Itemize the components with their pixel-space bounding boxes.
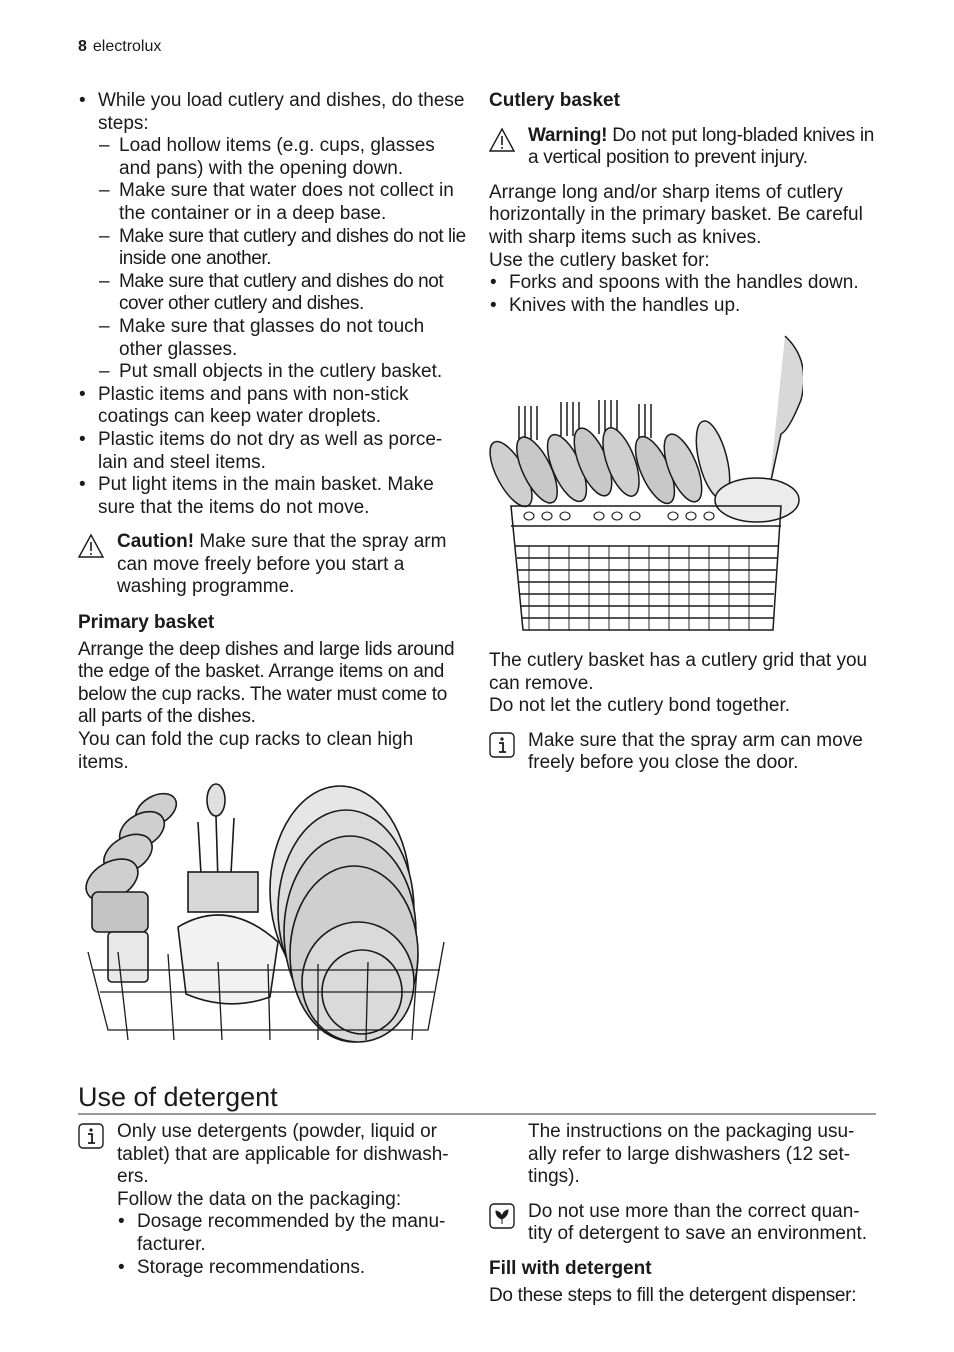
list-item: • Dosage recommended by the manu-facturer. [117,1211,468,1256]
info-note-text: Make sure that the spray arm can move freely before you close the door. [528,729,863,774]
list-item: • Forks and spoons with the handles down. [489,272,881,295]
primary-basket-title: Primary basket [78,612,215,634]
loading-list [78,90,468,519]
list-item: – Put small objects in the cutlery basket. [98,361,468,384]
section-title: Use of detergent [78,1082,278,1112]
page-header [78,37,161,57]
cutlery-warning-note [489,125,881,170]
cup-rack [79,787,182,982]
environment-note-text: Do not use more than the correct quan-tity of detergent to save an environment. [528,1200,868,1245]
list-item: • Storage recommendations. [117,1257,468,1280]
list-item: • Knives with the handles up. [489,295,881,318]
list-item: • Plastic items do not dry as well as porce-lain and steel items. [78,429,468,474]
basket-body [511,506,781,630]
primary-basket-para1: Arrange the deep dishes and large lids around the edge of the basket. Arrange items on and below the cup racks. The water must come to all parts of the dishes. [78,638,455,728]
fill-detergent-text: Do these steps to fill the detergent dispenser: [489,1284,857,1306]
cutlery-basket-title: Cutlery basket [489,90,620,111]
list-item: – Make sure that glasses do not touch other glasses. [98,316,468,361]
section-divider [78,1113,876,1115]
cutlery-group [188,784,258,912]
cutlery-after2: Do not let the cutlery bond together. [489,695,791,717]
list-item: – Make sure that cutlery and dishes do not cover other cutlery and dishes. [98,271,468,316]
environment-note [489,1201,881,1246]
caution-note [78,531,468,599]
detergent-left-column [78,1121,468,1279]
primary-basket-para2: You can fold the cup racks to clean high items. [78,729,414,773]
detergent-items-list [117,1211,468,1279]
list-item: – Make sure that cutlery and dishes do not lie inside one another. [98,226,468,271]
page-number: 8 [78,38,87,55]
caution-label: Caution! [117,531,195,553]
info-icon [489,732,515,758]
detergent-continued: The instructions on the packaging usu-ally refer to large dishwashers (12 set-tings). [528,1121,855,1188]
detergent-info2: Follow the data on the packaging: [117,1188,402,1210]
cutlery-para2: Use the cutlery basket for: [489,249,710,271]
brand-name: electrolux [92,38,162,55]
spoon [769,336,803,490]
cutlery-uses-list [489,272,881,317]
list-item: • Plastic items and pans with non-stick coatings can keep water droplets. [78,384,468,429]
info-icon [78,1123,104,1149]
list-item: – Make sure that water does not collect in the container or in a deep base. [98,180,468,225]
cutlery-info-note [489,730,881,775]
cutlery-after1: The cutlery basket has a cutlery grid that you can remove. [489,650,868,694]
loading-steps [98,135,468,384]
plate-stack [270,786,418,1042]
bowl [178,915,278,1004]
caution-text: Make sure that the spray arm can move freely before you start a washing programme. [117,531,447,598]
detergent-info-note [78,1121,468,1279]
loading-intro: While you load cutlery and dishes, do these steps: [98,90,465,134]
cutlery-basket-illustration [489,330,803,636]
cutlery-para1: Arrange long and/or sharp items of cutlery horizontally in the primary basket. Be careful with sharp items such as knives. [489,181,863,248]
detergent-right-column [489,1121,881,1307]
warning-text: Do not put long-bladed knives in a vertical position to prevent injury. [528,124,875,169]
environment-leaf-icon [489,1203,515,1229]
list-item: • Put light items in the main basket. Make sure that the items do not move. [78,474,468,519]
warning-label: Warning! [528,124,608,146]
left-column [78,90,468,774]
fill-detergent-title: Fill with detergent [489,1257,652,1279]
list-item [78,90,468,384]
primary-basket-illustration [78,782,450,1050]
warning-triangle-icon [78,533,104,559]
list-item: – Load hollow items (e.g. cups, glasses and pans) with the opening down. [98,135,468,180]
detergent-info1: Only use detergents (powder, liquid or tablet) that are applicable for dishwash-ers. [117,1121,449,1188]
cutlery-after-text [489,650,881,775]
right-column [489,90,881,317]
warning-triangle-icon [489,127,515,153]
